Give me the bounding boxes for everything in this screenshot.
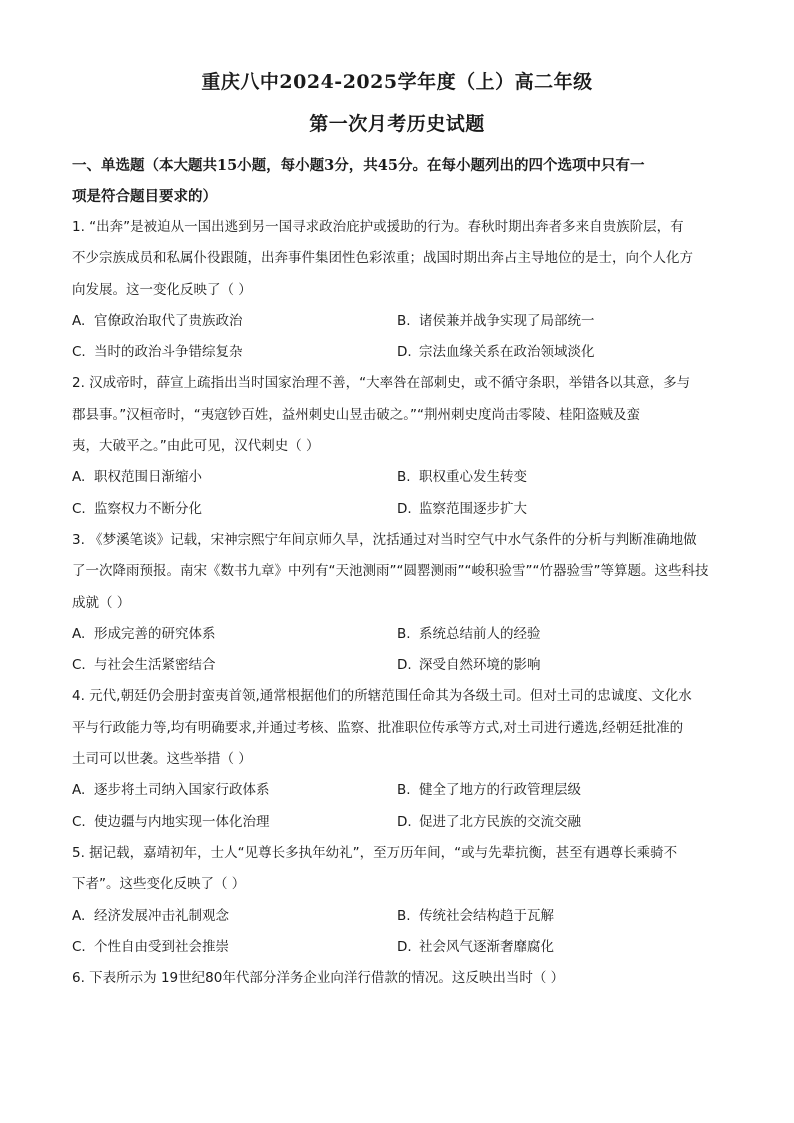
option-text: 职权范围日渐缩小 [94, 469, 202, 486]
question-stem: 2. 汉成帝时，薛宣上疏指出当时国家治理不善，“大率咎在部刺史，或不循守条职，举错各以其意，多与 [72, 375, 691, 392]
option-text: 促进了北方民族的交流交融 [419, 813, 581, 830]
option-letter: C. [72, 938, 86, 955]
option-text: 系统总结前人的经验 [419, 625, 541, 642]
question-stem: 了一次降雨预报。南宋《数书九章》中列有“天池测雨”“圆罂测雨”“峻积验雪”“竹器验雪”等算题。这些科技 [72, 563, 709, 580]
option-d[interactable] [397, 807, 724, 838]
option-b[interactable] [397, 775, 724, 806]
option-letter: A. [72, 625, 86, 642]
option-letter: B. [397, 312, 411, 329]
section-heading-cont: 项是符合题目要求的） [72, 188, 217, 205]
question-stem: 5. 据记载，嘉靖初年，士人“见尊长多执年幼礼”，至万历年间，“或与先辈抗衡，甚至有遇尊长乘骑不 [72, 844, 678, 861]
option-text: 经济发展冲击礼制观念 [94, 907, 229, 924]
option-c[interactable] [72, 807, 397, 838]
option-text: 个性自由受到社会推崇 [94, 938, 229, 955]
option-letter: A. [72, 907, 86, 924]
question-2 [72, 368, 724, 524]
option-letter: B. [397, 782, 411, 799]
option-letter: D. [397, 938, 412, 955]
option-a[interactable] [72, 462, 397, 493]
option-letter: A. [72, 469, 86, 486]
option-letter: B. [397, 907, 411, 924]
question-stem: 6. 下表所示为 19世纪80年代部分洋务企业向洋行借款的情况。这反映出当时（ ） [72, 970, 565, 987]
option-text: 与社会生活紧密结合 [94, 657, 216, 674]
option-text: 职权重心发生转变 [419, 469, 527, 486]
option-c[interactable] [72, 932, 397, 963]
option-b[interactable] [397, 619, 724, 650]
option-c[interactable] [72, 494, 397, 525]
question-stem: 3. 《梦溪笔谈》记载，宋神宗熙宁年间京师久旱，沈括通过对当时空气中水气条件的分析与判断准确地做 [72, 531, 697, 548]
option-text: 传统社会结构趋于瓦解 [419, 907, 554, 924]
question-stem: 郡县事。”汉桓帝时，“夷寇钞百姓，益州刺史山昱击破之。”“荆州刺史度尚击零陵、桂阳盗贼及蛮 [72, 406, 640, 423]
question-stem: 向发展。这一变化反映了（ ） [72, 281, 252, 298]
option-text: 官僚政治取代了贵族政治 [94, 312, 243, 329]
option-text: 深受自然环境的影响 [419, 657, 541, 674]
option-letter: D. [397, 500, 412, 517]
option-list [72, 462, 724, 525]
option-d[interactable] [397, 932, 724, 963]
option-a[interactable] [72, 775, 397, 806]
option-d[interactable] [397, 337, 724, 368]
option-text: 当时的政治斗争错综复杂 [94, 344, 243, 361]
option-text: 监察范围逐步扩大 [419, 500, 527, 517]
question-stem: 不少宗族成员和私属仆役跟随，出奔事件集团性色彩浓重；战国时期出奔占主导地位的是士，向个人化方 [72, 250, 693, 267]
option-letter: D. [397, 344, 412, 361]
option-b[interactable] [397, 901, 724, 932]
question-stem: 土司可以世袭。这些举措（ ） [72, 751, 252, 768]
question-1 [72, 212, 724, 368]
option-c[interactable] [72, 337, 397, 368]
option-text: 社会风气逐渐奢靡腐化 [419, 938, 554, 955]
option-a[interactable] [72, 619, 397, 650]
question-stem: 成就（ ） [72, 594, 131, 611]
question-stem: 4. 元代,朝廷仍会册封蛮夷首领,通常根据他们的所辖范围任命其为各级土司。但对土司的忠诚度、文化水 [72, 688, 692, 705]
question-6 [72, 963, 724, 994]
option-text: 健全了地方的行政管理层级 [419, 782, 581, 799]
option-letter: C. [72, 344, 86, 361]
option-letter: C. [72, 813, 86, 830]
question-stem: 下者”。这些变化反映了（ ） [72, 876, 246, 893]
option-list [72, 619, 724, 682]
option-letter: A. [72, 312, 86, 329]
option-text: 逐步将土司纳入国家行政体系 [94, 782, 270, 799]
section-heading: 一、单选题（本大题共15小题，每小题3分，共45分。在每小题列出的四个选项中只有一 [72, 157, 645, 174]
option-letter: D. [397, 813, 412, 830]
question-5 [72, 838, 724, 963]
option-text: 宗法血缘关系在政治领域淡化 [419, 344, 595, 361]
option-list [72, 306, 724, 369]
option-letter: B. [397, 469, 411, 486]
option-letter: D. [397, 657, 412, 674]
option-letter: A. [72, 782, 86, 799]
question-4 [72, 681, 724, 837]
option-a[interactable] [72, 306, 397, 337]
question-stem: 平与行政能力等,均有明确要求,并通过考核、监察、批准职位传承等方式,对土司进行遴选,经朝廷批准的 [72, 719, 684, 736]
exam-title: 重庆八中2024-2025学年度（上）高二年级 [201, 71, 593, 93]
option-letter: C. [72, 657, 86, 674]
option-letter: B. [397, 625, 411, 642]
option-list [72, 901, 724, 964]
question-stem: 1. “出奔”是被迫从一国出逃到另一国寻求政治庇护或援助的行为。春秋时期出奔者多来自贵族阶层，有 [72, 219, 684, 235]
option-text: 形成完善的研究体系 [94, 625, 216, 642]
option-b[interactable] [397, 462, 724, 493]
option-d[interactable] [397, 494, 724, 525]
question-3 [72, 525, 724, 681]
option-text: 使边疆与内地实现一体化治理 [94, 813, 270, 830]
option-a[interactable] [72, 901, 397, 932]
exam-subtitle: 第一次月考历史试题 [309, 113, 485, 135]
option-text: 诸侯兼并战争实现了局部统一 [419, 312, 595, 329]
option-letter: C. [72, 500, 86, 517]
option-b[interactable] [397, 306, 724, 337]
option-d[interactable] [397, 650, 724, 681]
question-stem: 夷，大破平之。”由此可见，汉代刺史（ ） [72, 438, 320, 455]
option-text: 监察权力不断分化 [94, 500, 202, 517]
option-c[interactable] [72, 650, 397, 681]
exam-body [72, 150, 724, 994]
option-list [72, 775, 724, 838]
